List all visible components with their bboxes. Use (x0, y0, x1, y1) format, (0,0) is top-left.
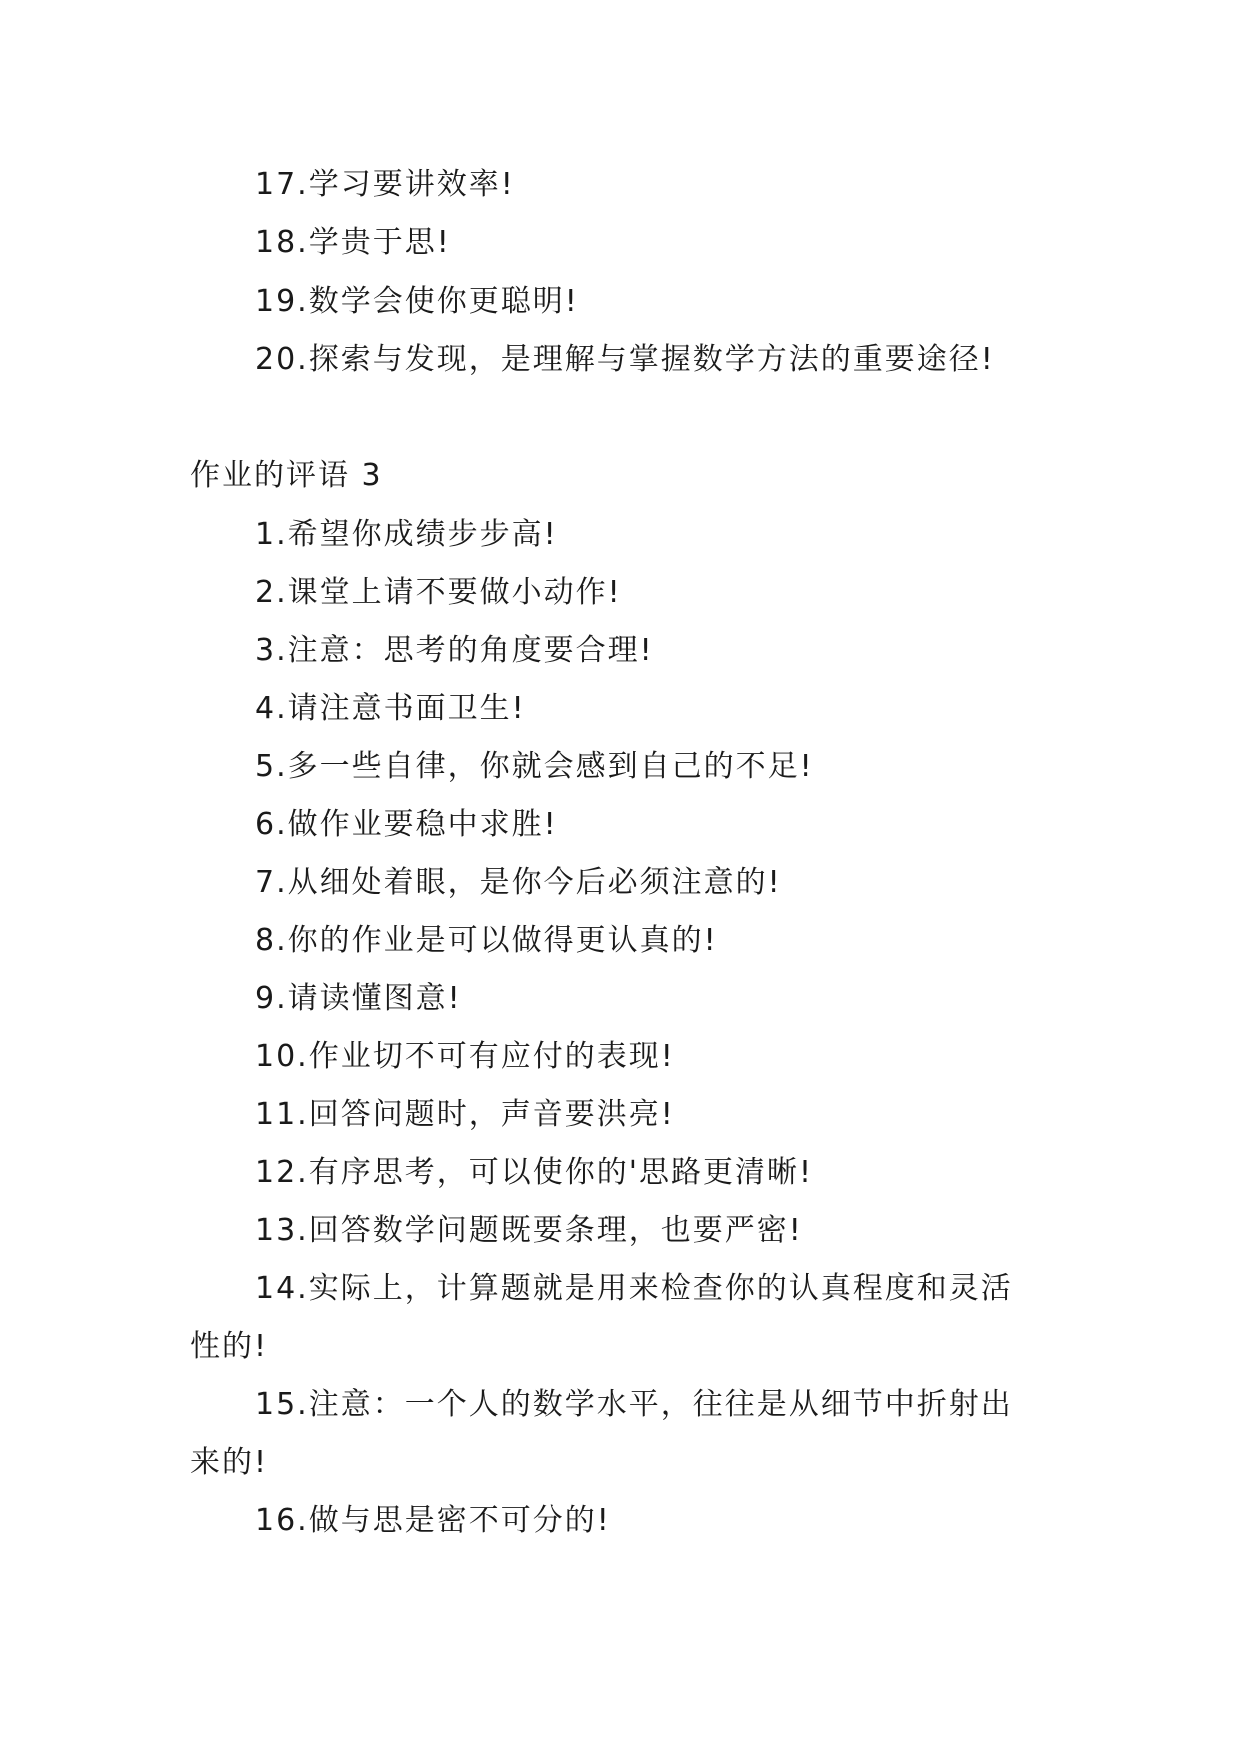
section-heading: 作业的评语 3 (190, 458, 383, 493)
list-item-16: 16.做与思是密不可分的! (255, 1503, 611, 1538)
list-item-10: 10.作业切不可有应付的表现! (255, 1039, 675, 1074)
list-item-19: 19.数学会使你更聪明! (255, 284, 579, 319)
list-item-14: 14.实际上，计算题就是用来检查你的认真程度和灵活 (255, 1271, 1013, 1306)
list-item-3: 3.注意：思考的角度要合理! (255, 633, 654, 668)
list-item-13: 13.回答数学问题既要条理，也要严密! (255, 1213, 803, 1248)
list-item-20: 20.探索与发现，是理解与掌握数学方法的重要途径! (255, 342, 995, 377)
list-item-17: 17.学习要讲效率! (255, 167, 515, 202)
list-item-15-continuation: 来的! (190, 1445, 269, 1480)
list-item-11: 11.回答问题时，声音要洪亮! (255, 1097, 675, 1132)
list-item-4: 4.请注意书面卫生! (255, 691, 526, 726)
list-item-15: 15.注意：一个人的数学水平，往往是从细节中折射出 (255, 1387, 1013, 1422)
list-item-7: 7.从细处着眼，是你今后必须注意的! (255, 865, 782, 900)
list-item-12: 12.有序思考，可以使你的'思路更清晰! (255, 1155, 813, 1190)
list-item-8: 8.你的作业是可以做得更认真的! (255, 923, 718, 958)
list-item-6: 6.做作业要稳中求胜! (255, 807, 558, 842)
list-item-18: 18.学贵于思! (255, 225, 451, 260)
list-item-1: 1.希望你成绩步步高! (255, 517, 558, 552)
list-item-5: 5.多一些自律，你就会感到自己的不足! (255, 749, 814, 784)
list-item-14-continuation: 性的! (190, 1329, 269, 1364)
list-item-2: 2.课堂上请不要做小动作! (255, 575, 622, 610)
list-item-9: 9.请读懂图意! (255, 981, 462, 1016)
